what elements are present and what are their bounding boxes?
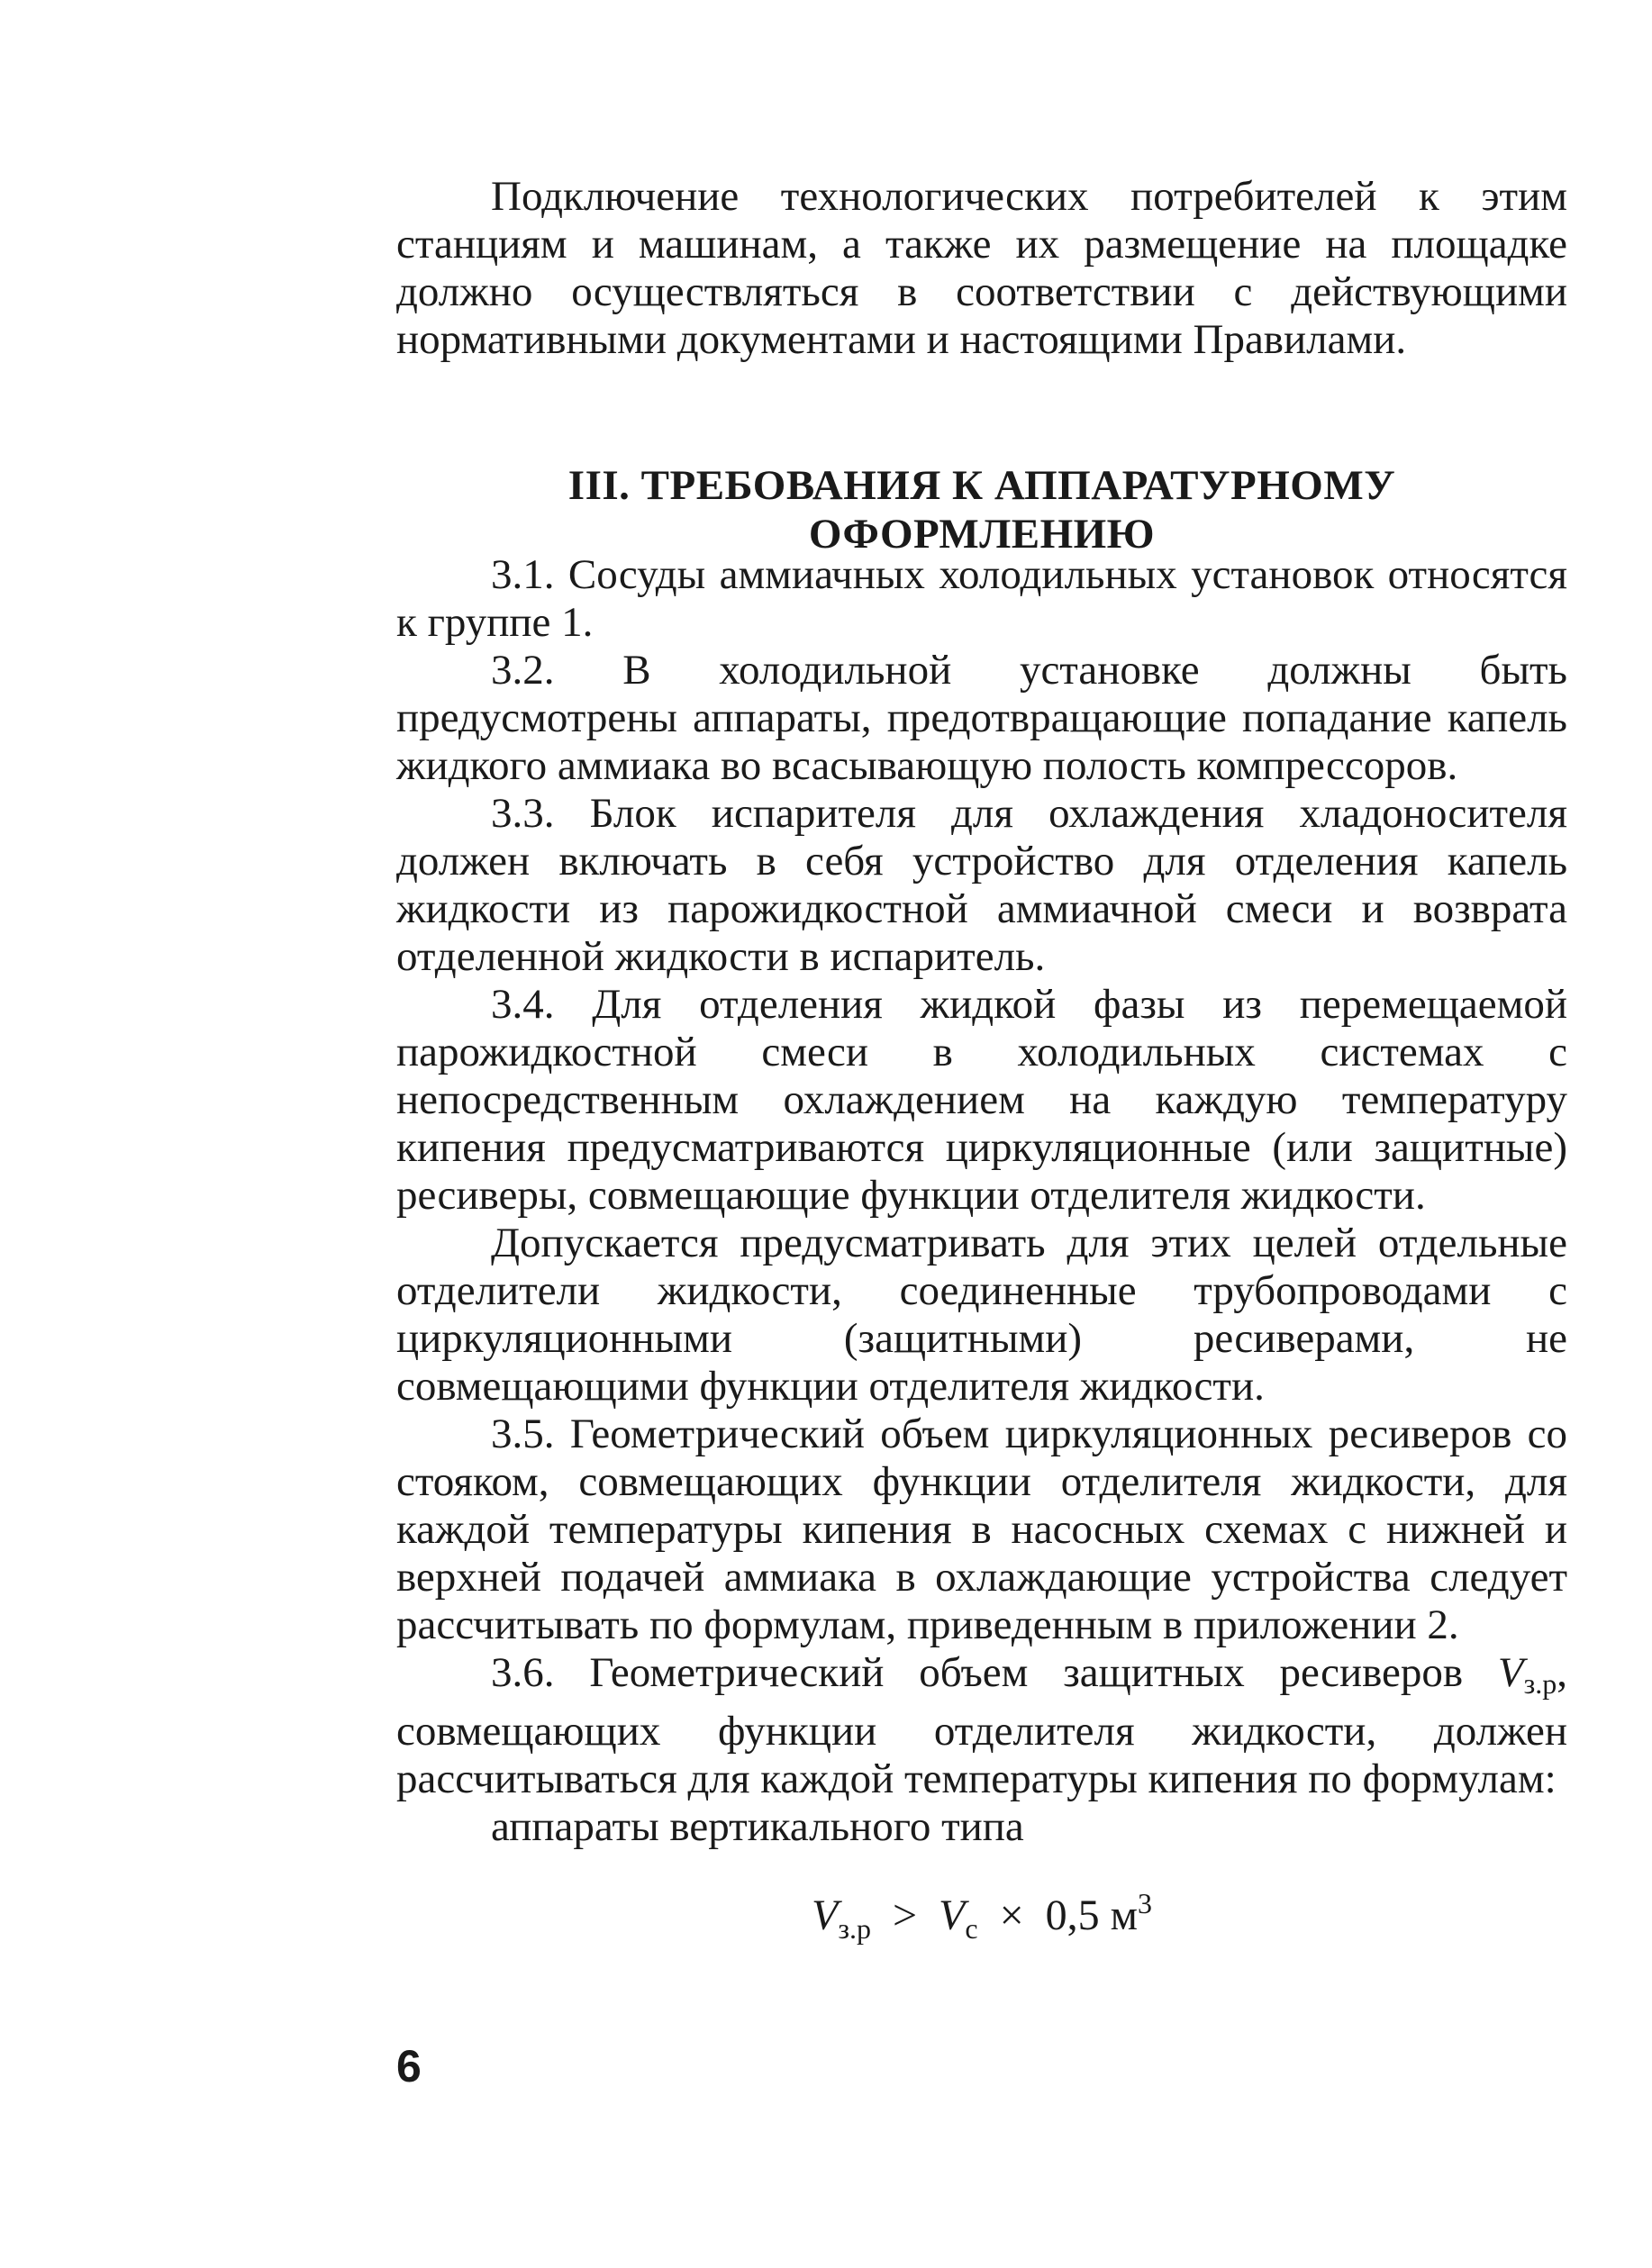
paragraph-3-4: 3.4. Для отделения жидкой фазы из перемещаемой парожидкостной смеси в холодильных системах с непосредственным охлаждением на каждую температуру кипения предусматриваются циркуляционные (или защитные) ресиверы, совмещающие функции отделителя жидкости.	[396, 981, 1567, 1219]
inline-variable-subscript: з.р	[1523, 1667, 1557, 1700]
inline-variable-symbol: V	[1497, 1649, 1524, 1696]
paragraph-3-2: 3.2. В холодильной установке должны быть предусмотрены аппараты, предотвращающие попадание капель жидкого аммиака во всасывающую полость компрессоров.	[396, 647, 1567, 789]
paragraph-3-6	[396, 1649, 1567, 1803]
formula-unit-power: 3	[1138, 1887, 1153, 1919]
formula-value: 0,5	[1045, 1892, 1100, 1939]
formula	[396, 1887, 1567, 1946]
formula-label: аппараты вертикального типа	[491, 1803, 1024, 1850]
intro-paragraph: Подключение технологических потребителей к этим станциям и машинам, а также их размещение на площадке должно осуществляться в соответствии с действующими нормативными документами и настоящими Правилами.	[396, 173, 1567, 363]
section-heading: III. ТРЕБОВАНИЯ К АППАРАТУРНОМУ ОФОРМЛЕНИЮ	[567, 462, 1396, 558]
inline-variable	[1497, 1649, 1557, 1700]
paragraph-3-5: 3.5. Геометрический объем циркуляционных ресиверов со стояком, совмещающих функции отделителя жидкости, для каждой температуры кипения в насосных схемах с нижней и верхней подачей аммиака в охлаждающие устройства следует рассчитывать по формулам, приведенным в приложении 2.	[396, 1411, 1567, 1648]
formula-rhs-subscript: с	[965, 1912, 978, 1945]
formula-lhs-subscript: з.р	[838, 1912, 871, 1945]
paragraph-3-6-start: 3.6. Геометрический объем защитных ресиверов	[491, 1649, 1464, 1696]
formula-lhs-symbol: V	[811, 1892, 839, 1939]
section-body	[396, 551, 1567, 1851]
intro-block	[396, 173, 1567, 364]
page-number: 6	[396, 2041, 422, 2091]
paragraph-3-3: 3.3. Блок испарителя для охлаждения хладоносителя должен включать в себя устройство для отделения капель жидкости из парожидкостной аммиачной смеси и возврата отделенной жидкости в испаритель.	[396, 790, 1567, 980]
formula-operator: >	[892, 1892, 918, 1939]
formula-unit: м	[1110, 1892, 1139, 1939]
formula-times: ×	[999, 1892, 1024, 1939]
paragraph-3-1: 3.1. Сосуды аммиачных холодильных установок относятся к группе 1.	[396, 551, 1567, 646]
formula-rhs-symbol: V	[939, 1892, 966, 1939]
paragraph-3-6-end: , совмещающих функции отделителя жидкости, должен рассчитываться для каждой температуры кипения по формулам:	[396, 1649, 1567, 1802]
paragraph-3-4-note: Допускается предусматривать для этих целей отдельные отделители жидкости, соединенные трубопроводами с циркуляционными (защитными) ресиверами, не совмещающими функции отделителя жидкости.	[396, 1220, 1567, 1410]
